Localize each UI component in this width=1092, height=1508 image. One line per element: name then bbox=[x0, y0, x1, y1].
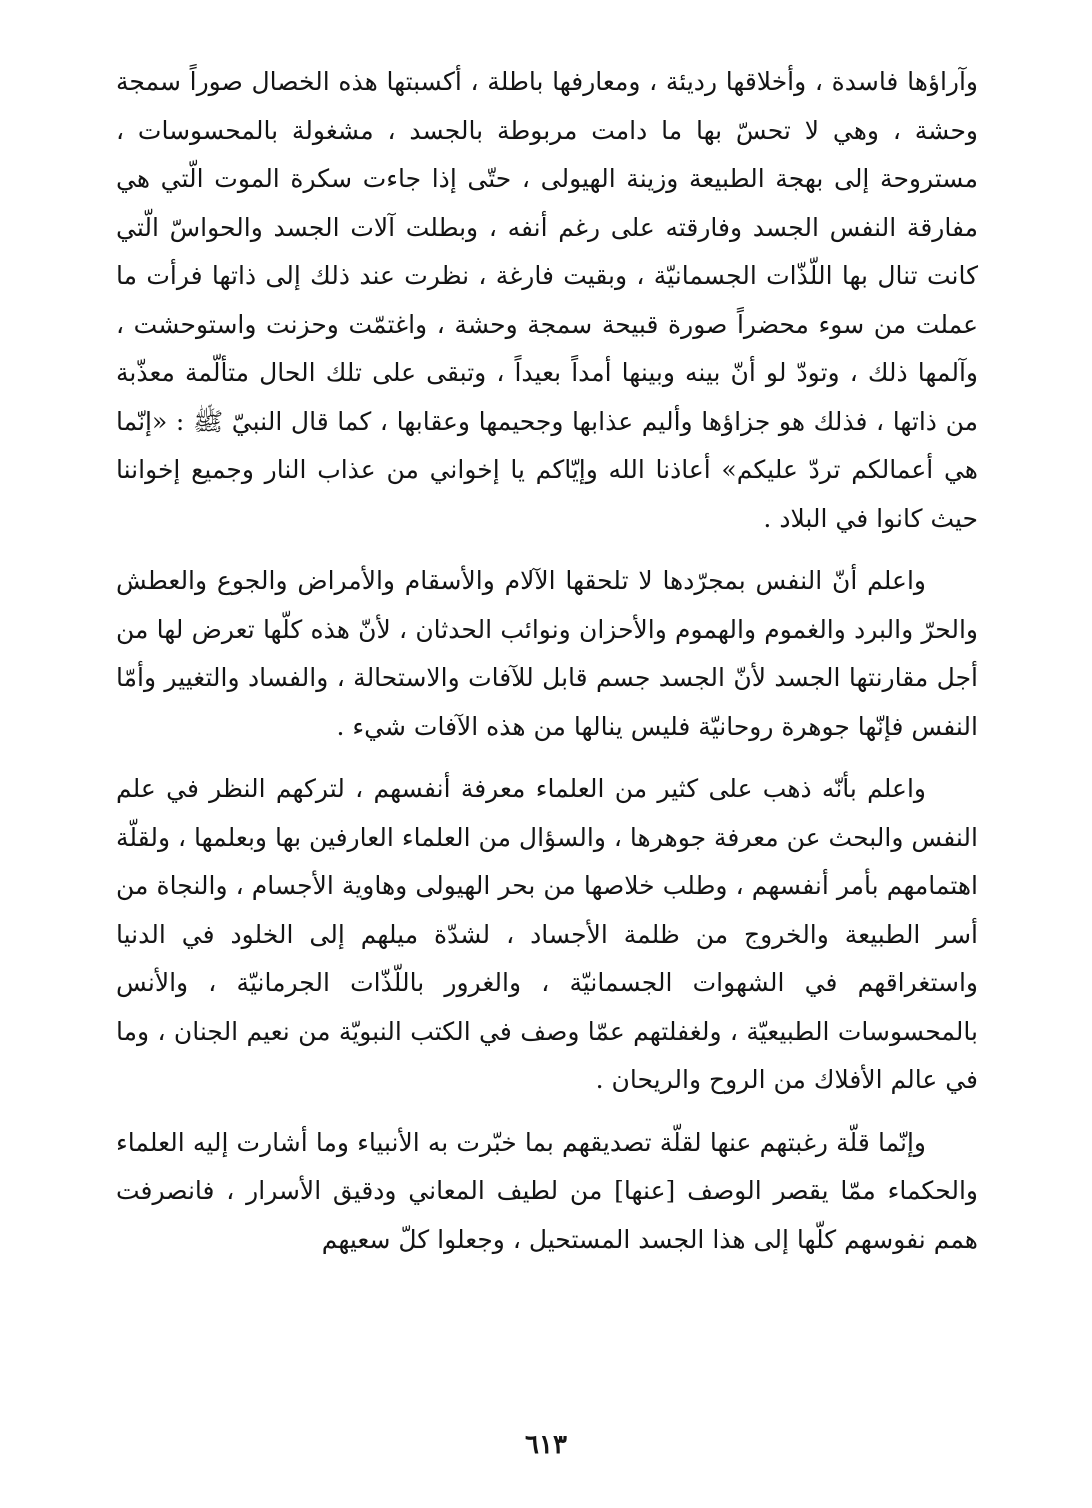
paragraph-3: واعلم بأنّه ذهب على كثير من العلماء معرفة أنفسهم ، لتركهم النظر في علم النفس والبحث عن معرفة جوهرها ، والسؤال من العلماء العارفين بها وبعلمها ، ولقلّة اهتمامهم بأمر أنفسهم ، وطلب خلاصها من بحر الهيولى وهاوية الأجسام ، والنجاة من أسر الطبيعة والخروج من ظلمة الأجساد ، لشدّة ميلهم إلى الخلود في الدنيا واستغراقهم في الشهوات الجسمانيّة ، والغرور باللّذّات الجرمانيّة ، والأنس بالمحسوسات الطبيعيّة ، ولغفلتهم عمّا وصف في الكتب النبويّة من نعيم الجنان ، وما في عالم الأفلاك من الروح والريحان . bbox=[116, 774, 978, 1094]
page-number: ٦١٣ bbox=[525, 1430, 567, 1460]
paragraph-4: وإنّما قلّة رغبتهم عنها لقلّة تصديقهم بما خبّرت به الأنبياء وما أشارت إليه العلماء والحكماء ممّا يقصر الوصف [عنها] من لطيف المعاني ودقيق الأسرار ، فانصرفت همم نفوسهم كلّها إلى هذا الجسد المستحيل ، وجعلوا كلّ سعيهم bbox=[116, 1127, 978, 1254]
body-text bbox=[116, 58, 978, 1264]
paragraph-1: وآراؤها فاسدة ، وأخلاقها رديئة ، ومعارفها باطلة ، أكسبتها هذه الخصال صوراً سمجة وحشة ، وهي لا تحسّ بها ما دامت مربوطة بالجسد ، مشغولة بالمحسوسات ، مستروحة إلى بهجة الطبيعة وزينة الهيولى ، حتّى إذا جاءت سكرة الموت الّتي هي مفارقة النفس الجسد وفارقته على رغم أنفه ، وبطلت آلات الجسد والحواسّ الّتي كانت تنال بها اللّذّات الجسمانيّة ، وبقيت فارغة ، نظرت عند ذلك إلى ذاتها فرأت ما عملت من سوء محضراً صورة قبيحة سمجة وحشة ، واغتمّت وحزنت واستوحشت ، وآلمها ذلك ، وتودّ لو أنّ بينه وبينها أمداً بعيداً ، وتبقى على تلك الحال متألّمة معذّبة من ذاتها ، فذلك هو جزاؤها وأليم عذابها وجحيمها وعقابها ، كما قال النبيّ ﷺ : «إنّما هي أعمالكم تردّ عليكم» أعاذنا الله وإيّاكم يا إخواني من عذاب النار وجميع إخواننا حيث كانوا في البلاد . bbox=[116, 67, 978, 533]
paragraph-2: واعلم أنّ النفس بمجرّدها لا تلحقها الآلام والأسقام والأمراض والجوع والعطش والحرّ والبرد والغموم والهموم والأحزان ونوائب الحدثان ، لأنّ هذه كلّها تعرض لها من أجل مقارنتها الجسد لأنّ الجسد جسم قابل للآفات والاستحالة ، والفساد والتغيير وأمّا النفس فإنّها جوهرة روحانيّة فليس ينالها من هذه الآفات شيء . bbox=[116, 566, 978, 741]
